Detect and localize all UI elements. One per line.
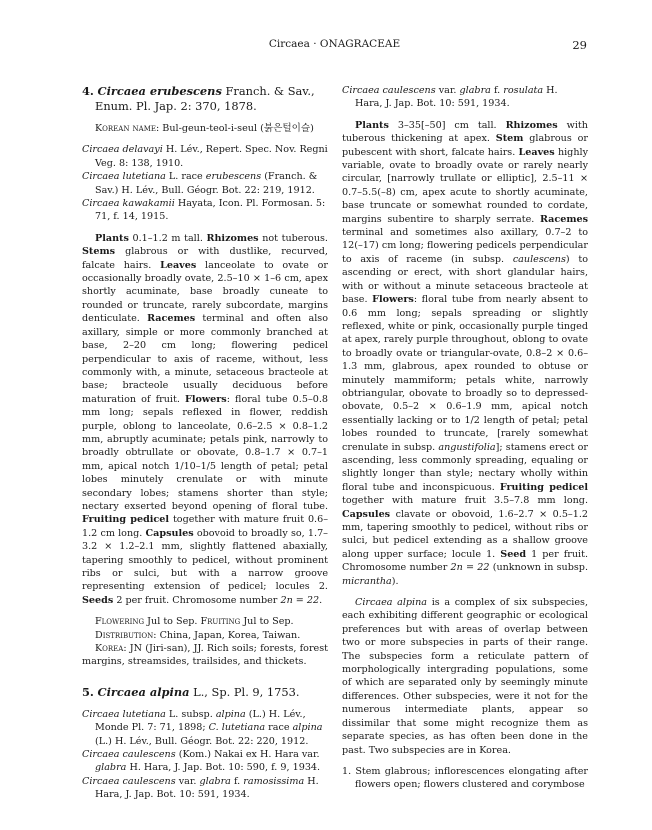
right-column xyxy=(342,84,588,792)
synonym: Circaea delavayi H. Lév., Repert. Spec. Nov. Regni Veg. 8: 138, 1910. xyxy=(82,144,328,169)
korean-name: Korean name: Bul-geun-teol-i-seul (붉은털이슬) xyxy=(95,123,314,134)
synonym: Circaea caulescens var. glabra f. rosulata H. Hara, J. Jap. Bot. 10: 591, 1934. xyxy=(342,85,558,110)
synonym: Circaea kawakamii Hayata, Icon. Pl. Formosan. 5: 71, f. 14, 1915. xyxy=(82,198,326,223)
korea-distribution: Korea: JN (Jiri-san), JJ. Rich soils; forests, forest margins, streamsides, trailsides, and thickets. xyxy=(82,643,328,668)
running-head: Circaea · ONAGRACEAE xyxy=(268,38,401,50)
key-lead-1: 1. Stem glabrous; inflorescences elongating after flowers open; flowers clustered and corymbose xyxy=(342,765,588,791)
discussion: Circaea alpina is a complex of six subspecies, each exhibiting different geographic or ecological preferences but with areas of overlap between two or more subspecies in parts of their range. The subspecies form a reticulate pattern of morphologically intergrading populations, some of which are separated only by seemingly minute differences. Other subspecies, were it not for the numerous intermediate plants, appear so dissimilar that some might recognize them as separate species, as has often been done in the past. Two subspecies are in Korea. xyxy=(342,597,588,756)
left-column xyxy=(82,84,328,802)
synonym: Circaea caulescens var. glabra f. ramosissima H. Hara, J. Jap. Bot. 10: 591, 1934. xyxy=(82,775,319,801)
species-description: Plants 0.1–1.2 m tall. Rhizomes not tuberous. Stems glabrous or with dustlike, recurved, falcate hairs. Leaves lanceolate to ovate or occasionally broadly ovate, 2.5–10 × 1–6 cm, apex shortly acuminate, base broadly cuneate to rounded or truncate, rarely subcordate, margins denticulate. Racemes terminal and often also axillary, simple or more commonly branched at base, 2–20 cm long; flowering pedicel perpendicular to axis of raceme, without, less commonly with, a minute, setaceous bracteole at base; bracteole usually deciduous before maturation of fruit. Flowers: floral tube 0.5–0.8 mm long; sepals reflexed in flower, reddish purple, oblong to lanceolate, 0.6–2.5 × 0.8–1.2 mm, abruptly acuminate; petals pink, narrowly to broadly obtrullate or obovate, 0.8–1.7 × 0.7–1 mm, apical notch 1/10–1/5 length of petal; petal lobes minutely crenulate or with minute secondary lobes; stamens shorter than style; nectary exserted beyond opening of floral tube. Fruiting pedicel together with mature fruit 0.6–1.2 cm long. Capsules obovoid to broadly so, 1.7–3.2 × 1.2–2.1 mm, slightly flattened abaxially, tapering smoothly to pedicel, without prominent ribs or sulci, but with a narrow groove representing extension of pedicel; locules 2. Seeds 2 per fruit. Chromosome number 2n = 22. xyxy=(82,232,329,606)
species-name: Circaea erubescens xyxy=(97,84,222,98)
page-header xyxy=(82,38,587,54)
synonym: Circaea lutetiana L. race erubescens (Franch. & Sav.) H. Lév., Bull. Géogr. Bot. 22: 219, 1912. xyxy=(82,171,318,196)
synonym: Circaea lutetiana L. subsp. alpina (L.) H. Lév., Monde Pl. 7: 71, 1898; C. lutetiana race alpina (L.) H. Lév., Bull. Géogr. Bot. 22: 220, 1912. xyxy=(82,708,323,747)
distribution: Distribution: China, Japan, Korea, Taiwan. xyxy=(95,629,301,641)
page-number: 29 xyxy=(572,38,587,52)
species-description: Plants 3–35[–50] cm tall. Rhizomes with tuberous thickening at apex. Stem glabrous or pubescent with short, falcate hairs. Leaves highly variable, ovate to broadly ovate or rarely nearly circular, [narrowly trullate or elliptic], 2.5–11 × 0.7–5.5(–8) cm, apex acute to shortly acuminate, base truncate or somewhat rounded to cordate, margins subentire to sharply serrate. Racemes terminal and sometimes also axillary, 0.7–2 to 12(–17) cm long; flowering pedicels perpendicular to axis of raceme (in subsp. caulescens) to ascending or erect, with short glandular hairs, with or without a minute setaceous bracteole at base. Flowers: floral tube from nearly absent to 0.6 mm long; sepals spreading or slightly reflexed, white or pink, occasionally purple tinged at apex, rarely purple throughout, oblong to ovate to broadly ovate or triangular-ovate, 0.8–2 × 0.6–1.3 mm, glabrous, apex rounded to obtuse or minutely mammiform; petals white, narrowly obtriangular, obovate to broadly so to depressed-obovate, 0.5–2 × 0.6–1.9 mm, apical notch essentially lacking or to 1/2 length of petal; petal lobes rounded to truncate, [rarely somewhat crenulate in subsp. angustifolia]; stamens erect or ascending, less commonly spreading, equaling or slightly longer than style; nectary wholly within floral tube and inconspicuous. Fruiting pedicel together with mature fruit 3.5–7.8 mm long. Capsules clavate or obovoid, 1.6–2.7 × 0.5–1.2 mm, tapering smoothly to pedicel, without ribs or sulci, but pedicel extending as a shallow groove along upper surface; locule 1. Seed 1 per fruit. Chromosome number 2n = 22 (unknown in subsp. micrantha). xyxy=(342,119,588,587)
species-name: Circaea alpina xyxy=(97,684,190,699)
synonym: Circaea caulescens (Kom.) Nakai ex H. Hara var. glabra H. Hara, J. Jap. Bot. 10: 590, f. 9, 1934. xyxy=(82,749,321,774)
species-heading-5: 5. Circaea alpina L., Sp. Pl. 9, 1753. xyxy=(82,684,300,699)
phenology: Flowering Jul to Sep. Fruiting Jul to Sep. xyxy=(95,616,294,628)
species-heading-4: 4. Circaea erubescens Franch. & Sav., Enum. Pl. Jap. 2: 370, 1878. xyxy=(82,84,315,113)
